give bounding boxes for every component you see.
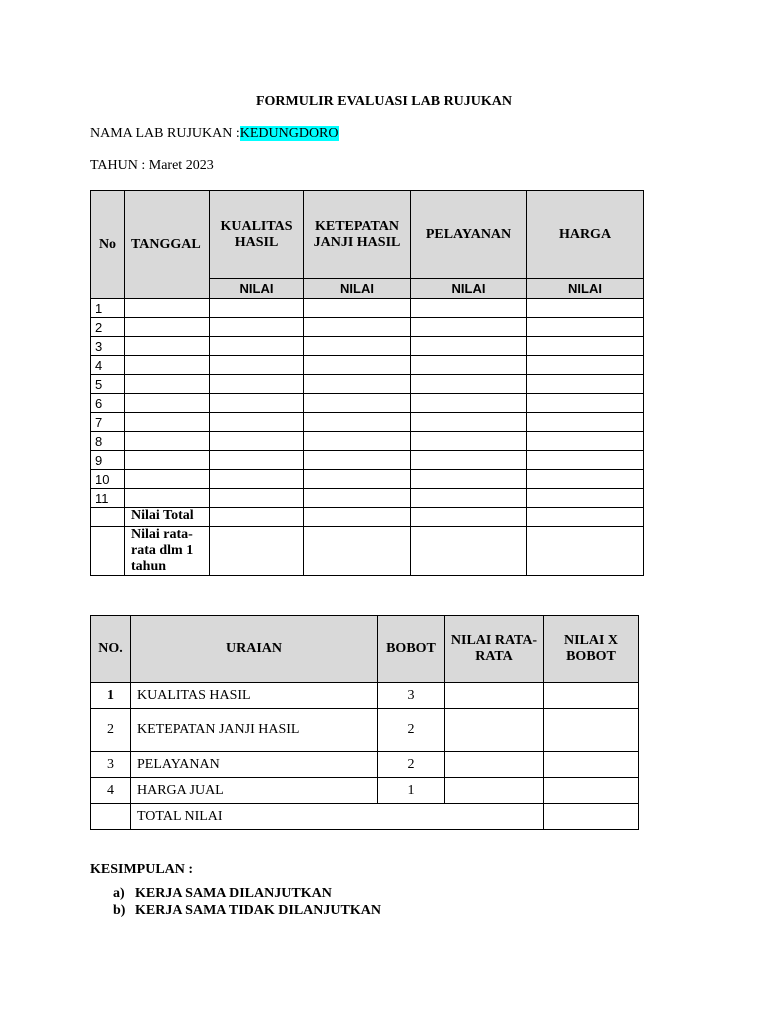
total-row bbox=[91, 804, 639, 830]
header-ketepatan-janji-hasil: KETEPATAN JANJI HASIL bbox=[304, 191, 411, 279]
kualitas-total-cell[interactable] bbox=[210, 508, 304, 527]
pelayanan-cell[interactable] bbox=[411, 470, 527, 489]
table-row bbox=[91, 337, 644, 356]
harga-cell[interactable] bbox=[527, 432, 644, 451]
header-nilai-x-bobot: NILAI X BOBOT bbox=[544, 616, 639, 683]
table-row bbox=[91, 451, 644, 470]
table-row bbox=[91, 489, 644, 508]
nilai-x-bobot-cell[interactable] bbox=[544, 778, 639, 804]
bobot-cell: 1 bbox=[378, 778, 445, 804]
tanggal-cell[interactable] bbox=[125, 451, 210, 470]
nilai-x-bobot-cell[interactable] bbox=[544, 709, 639, 752]
subheader-nilai: NILAI bbox=[411, 279, 527, 299]
header-uraian: URAIAN bbox=[131, 616, 378, 683]
conclusion-option-b[interactable] bbox=[113, 903, 381, 919]
table-row bbox=[91, 356, 644, 375]
row-number: 4 bbox=[91, 356, 125, 375]
harga-cell[interactable] bbox=[527, 394, 644, 413]
nilai-rata-cell[interactable] bbox=[445, 709, 544, 752]
row-number: 8 bbox=[91, 432, 125, 451]
ketepatan-cell[interactable] bbox=[304, 413, 411, 432]
row-number: 2 bbox=[91, 318, 125, 337]
tanggal-cell[interactable] bbox=[125, 356, 210, 375]
row-number: 10 bbox=[91, 470, 125, 489]
harga-cell[interactable] bbox=[527, 489, 644, 508]
kualitas-cell[interactable] bbox=[210, 356, 304, 375]
form-title: FORMULIR EVALUASI LAB RUJUKAN bbox=[255, 94, 513, 109]
ketepatan-average-cell[interactable] bbox=[304, 527, 411, 576]
ketepatan-cell[interactable] bbox=[304, 299, 411, 318]
table-row bbox=[91, 318, 644, 337]
ketepatan-cell[interactable] bbox=[304, 337, 411, 356]
table-row bbox=[91, 709, 639, 752]
bobot-cell: 2 bbox=[378, 709, 445, 752]
kualitas-cell[interactable] bbox=[210, 375, 304, 394]
nilai-rata-cell[interactable] bbox=[445, 752, 544, 778]
header-kualitas-hasil: KUALITAS HASIL bbox=[210, 191, 304, 279]
ketepatan-cell[interactable] bbox=[304, 489, 411, 508]
harga-cell[interactable] bbox=[527, 451, 644, 470]
table-row bbox=[91, 375, 644, 394]
pelayanan-total-cell[interactable] bbox=[411, 508, 527, 527]
pelayanan-cell[interactable] bbox=[411, 451, 527, 470]
harga-cell[interactable] bbox=[527, 318, 644, 337]
kualitas-cell[interactable] bbox=[210, 413, 304, 432]
year-line: TAHUN : Maret 2023 bbox=[90, 158, 214, 173]
kualitas-cell[interactable] bbox=[210, 470, 304, 489]
kualitas-cell[interactable] bbox=[210, 299, 304, 318]
lab-name-line bbox=[90, 126, 339, 142]
ketepatan-cell[interactable] bbox=[304, 375, 411, 394]
kualitas-average-cell[interactable] bbox=[210, 527, 304, 576]
tanggal-cell[interactable] bbox=[125, 394, 210, 413]
average-row bbox=[91, 527, 644, 576]
harga-cell[interactable] bbox=[527, 337, 644, 356]
total-row bbox=[91, 508, 644, 527]
tanggal-cell[interactable] bbox=[125, 413, 210, 432]
nilai-rata-cell[interactable] bbox=[445, 683, 544, 709]
uraian-cell: PELAYANAN bbox=[131, 752, 378, 778]
nilai-rata-cell[interactable] bbox=[445, 778, 544, 804]
table-row bbox=[91, 470, 644, 489]
tanggal-cell[interactable] bbox=[125, 299, 210, 318]
row-number: 2 bbox=[91, 709, 131, 752]
table-row bbox=[91, 683, 639, 709]
pelayanan-cell[interactable] bbox=[411, 356, 527, 375]
tanggal-cell[interactable] bbox=[125, 432, 210, 451]
lab-name-value: KEDUNGDORO bbox=[239, 126, 339, 141]
uraian-cell: KETEPATAN JANJI HASIL bbox=[131, 709, 378, 752]
kualitas-cell[interactable] bbox=[210, 489, 304, 508]
tanggal-cell[interactable] bbox=[125, 375, 210, 394]
summary-table bbox=[90, 615, 639, 830]
kualitas-cell[interactable] bbox=[210, 337, 304, 356]
tanggal-cell[interactable] bbox=[125, 318, 210, 337]
row-number: 4 bbox=[91, 778, 131, 804]
uraian-cell: HARGA JUAL bbox=[131, 778, 378, 804]
bobot-cell: 2 bbox=[378, 752, 445, 778]
tanggal-cell[interactable] bbox=[125, 470, 210, 489]
ketepatan-total-cell[interactable] bbox=[304, 508, 411, 527]
conclusion-option-a[interactable] bbox=[113, 886, 332, 902]
table-row bbox=[91, 299, 644, 318]
harga-average-cell[interactable] bbox=[527, 527, 644, 576]
option-marker: b) bbox=[113, 903, 126, 918]
kualitas-cell[interactable] bbox=[210, 432, 304, 451]
ketepatan-cell[interactable] bbox=[304, 318, 411, 337]
row-number: 1 bbox=[91, 299, 125, 318]
subheader-nilai: NILAI bbox=[210, 279, 304, 299]
harga-cell[interactable] bbox=[527, 299, 644, 318]
table-row bbox=[91, 394, 644, 413]
table-row bbox=[91, 413, 644, 432]
ketepatan-cell[interactable] bbox=[304, 394, 411, 413]
subheader-nilai: NILAI bbox=[304, 279, 411, 299]
row-number: 3 bbox=[91, 337, 125, 356]
empty-cell bbox=[91, 508, 125, 527]
header-bobot: BOBOT bbox=[378, 616, 445, 683]
header-no: NO. bbox=[91, 616, 131, 683]
pelayanan-cell[interactable] bbox=[411, 318, 527, 337]
table-row bbox=[91, 432, 644, 451]
row-number: 1 bbox=[91, 683, 131, 709]
kualitas-cell[interactable] bbox=[210, 394, 304, 413]
empty-cell bbox=[91, 527, 125, 576]
ketepatan-cell[interactable] bbox=[304, 470, 411, 489]
conclusion-label: KESIMPULAN : bbox=[90, 862, 194, 877]
ketepatan-cell[interactable] bbox=[304, 432, 411, 451]
pelayanan-cell[interactable] bbox=[411, 432, 527, 451]
header-pelayanan: PELAYANAN bbox=[411, 191, 527, 279]
ketepatan-cell[interactable] bbox=[304, 451, 411, 470]
uraian-cell: KUALITAS HASIL bbox=[131, 683, 378, 709]
evaluation-table bbox=[90, 190, 644, 576]
total-nilai-label: TOTAL NILAI bbox=[131, 804, 544, 830]
empty-cell bbox=[91, 804, 131, 830]
row-number: 6 bbox=[91, 394, 125, 413]
header-tanggal: TANGGAL bbox=[125, 191, 210, 299]
harga-cell[interactable] bbox=[527, 470, 644, 489]
kualitas-cell[interactable] bbox=[210, 318, 304, 337]
harga-cell[interactable] bbox=[527, 413, 644, 432]
nilai-x-bobot-cell[interactable] bbox=[544, 683, 639, 709]
nilai-x-bobot-cell[interactable] bbox=[544, 752, 639, 778]
option-marker: a) bbox=[113, 886, 125, 901]
harga-cell[interactable] bbox=[527, 375, 644, 394]
pelayanan-cell[interactable] bbox=[411, 299, 527, 318]
pelayanan-cell[interactable] bbox=[411, 413, 527, 432]
row-number: 11 bbox=[91, 489, 125, 508]
pelayanan-average-cell[interactable] bbox=[411, 527, 527, 576]
row-number: 3 bbox=[91, 752, 131, 778]
tanggal-cell[interactable] bbox=[125, 489, 210, 508]
header-harga: HARGA bbox=[527, 191, 644, 279]
option-text: KERJA SAMA TIDAK DILANJUTKAN bbox=[135, 903, 381, 918]
ketepatan-cell[interactable] bbox=[304, 356, 411, 375]
lab-name-label: NAMA LAB RUJUKAN : bbox=[90, 126, 240, 141]
row-number: 7 bbox=[91, 413, 125, 432]
kualitas-cell[interactable] bbox=[210, 451, 304, 470]
average-label: Nilai rata-rata dlm 1 tahun bbox=[125, 527, 210, 576]
table-row bbox=[91, 752, 639, 778]
bobot-cell: 3 bbox=[378, 683, 445, 709]
subheader-nilai: NILAI bbox=[527, 279, 644, 299]
tanggal-cell[interactable] bbox=[125, 337, 210, 356]
pelayanan-cell[interactable] bbox=[411, 375, 527, 394]
option-text: KERJA SAMA DILANJUTKAN bbox=[135, 886, 332, 901]
header-no: No bbox=[91, 191, 125, 299]
total-nilai-cell[interactable] bbox=[544, 804, 639, 830]
harga-total-cell[interactable] bbox=[527, 508, 644, 527]
pelayanan-cell[interactable] bbox=[411, 394, 527, 413]
row-number: 9 bbox=[91, 451, 125, 470]
table-row bbox=[91, 778, 639, 804]
harga-cell[interactable] bbox=[527, 356, 644, 375]
total-label: Nilai Total bbox=[125, 508, 210, 527]
pelayanan-cell[interactable] bbox=[411, 489, 527, 508]
row-number: 5 bbox=[91, 375, 125, 394]
pelayanan-cell[interactable] bbox=[411, 337, 527, 356]
header-nilai-rata-rata: NILAI RATA-RATA bbox=[445, 616, 544, 683]
